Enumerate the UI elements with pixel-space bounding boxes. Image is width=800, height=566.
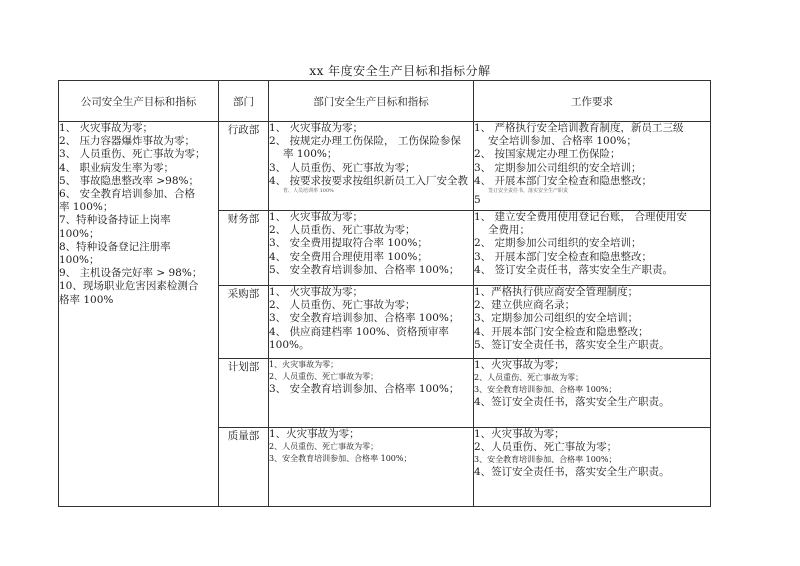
list-item: 1、 火灾事故为零； (59, 122, 154, 134)
list-item: 1、 火灾事故为零； (269, 122, 364, 134)
list-item: 2、人员重伤、死亡事故为零； (269, 442, 379, 452)
list-item: 1、火灾事故为零； (269, 360, 339, 369)
list-item: 率 100%； (283, 148, 338, 161)
list-item: 2、人员重伤、死亡事故为零； (474, 373, 584, 383)
department-targets-cell (269, 359, 474, 428)
list-item: 1、 火灾事故为零； (269, 211, 364, 223)
department-name: 采购部 (219, 286, 269, 359)
list-item: 2、 人员重伤、死亡事故为零； (269, 299, 416, 312)
list-item: 3、 人员重伤、死亡事故为零； (269, 161, 416, 174)
list-item: 6、 安全教育培训参加、合格 (59, 188, 196, 201)
header-company-targets: 公司安全生产目标和指标 (59, 81, 219, 122)
department-name: 计划部 (219, 359, 269, 428)
list-item: 4、 供应商建档率 100%、资格预审率 (269, 325, 449, 338)
list-item: 4、 按要求按要求按组织新员工入厂安全教 (269, 174, 469, 187)
list-item: 4、签订安全责任书，落实安全生产职责。 (474, 466, 670, 479)
list-item: 签订安全责任书，落实安全生产职责 (488, 188, 569, 195)
list-item: 3、 安全教育培训参加、合格率 100%； (269, 383, 460, 395)
list-item: 3、 定期参加公司组织的安全培训； (474, 161, 642, 174)
list-item: 2、人员重伤、死亡事故为零； (474, 441, 618, 454)
work-requirements-cell (474, 428, 711, 507)
work-requirements-cell (474, 286, 711, 359)
header-department: 部门 (219, 81, 269, 122)
company-targets-list (59, 122, 218, 307)
list-item: 3、定期参加公司组织的安全培训； (474, 312, 639, 325)
list-item: 2、 人员重伤、死亡事故为零； (269, 224, 416, 237)
target-breakdown-table (58, 80, 711, 507)
list-item: 3、 安全教育培训参加、合格率 100%； (269, 312, 460, 325)
list-item: 4、 签订安全责任书，落实安全生产职责。 (474, 263, 674, 276)
table-header-row (59, 81, 711, 122)
list-item: 5、 事故隐患整改率 >98%； (59, 174, 199, 187)
list-item: 2、 按规定办理工伤保险， 工伤保险参保 (269, 135, 461, 148)
header-department-targets: 部门安全生产目标和指标 (269, 81, 474, 122)
list-item: 格率 100% (59, 293, 114, 306)
list-item: 3、安全教育培训参加、合格率 100%； (474, 385, 617, 395)
department-targets-cell (269, 211, 474, 286)
list-item: 100%； (59, 254, 100, 267)
work-requirements-cell (474, 359, 711, 428)
list-item: 4、开展本部门安全检查和隐患整改； (474, 325, 649, 338)
table-row-admin (59, 122, 711, 211)
list-item: 3、安全教育培训参加、合格率 100%； (474, 455, 617, 465)
list-item: 3、 开展本部门安全检查和隐患整改； (474, 250, 653, 263)
work-requirements-cell (474, 122, 711, 211)
list-item: 8、特种设备登记注册率 (59, 240, 171, 253)
header-work-requirements: 工作要求 (474, 81, 711, 122)
department-targets-cell (269, 122, 474, 211)
list-item: 5 (474, 194, 481, 207)
list-item: 5、签订安全责任书，落实安全生产职责。 (474, 338, 670, 351)
list-item: 全费用； (488, 224, 530, 237)
list-item: 2、 定期参加公司组织的安全培训； (474, 237, 642, 250)
list-item: 2、 压力容器爆炸事故为零； (59, 135, 196, 148)
list-item: 4、 安全费用合理使用率 100%； (269, 250, 428, 263)
list-item: 4、 开展本部门安全检查和隐患整改； (474, 174, 653, 187)
list-item: 安全培训参加、合格率 100%； (488, 135, 637, 148)
department-name: 行政部 (219, 122, 269, 211)
company-targets-cell (59, 122, 219, 507)
list-item: 4、签订安全责任书，落实安全生产职责。 (474, 396, 670, 409)
list-item: 1、火灾事故为零； (474, 359, 565, 371)
list-item: 1、 建立安全费用使用登记台账， 合理使用安 (474, 211, 687, 223)
department-targets-cell (269, 428, 474, 507)
list-item: 率 100%； (59, 201, 114, 214)
work-requirements-cell (474, 211, 711, 286)
list-item: 5、 安全教育培训参加、合格率 100%； (269, 263, 460, 276)
list-item: 1、 火灾事故为零； (269, 286, 364, 298)
list-item: 2、人员重伤、死亡事故为零； (269, 372, 379, 381)
list-item: 7、特种设备持证上岗率 (59, 214, 171, 227)
list-item: 1、 严格执行安全培训教育制度，新员工三级 (474, 122, 684, 134)
list-item: 2、 按国家规定办理工伤保险； (474, 148, 621, 161)
department-name: 财务部 (219, 211, 269, 286)
list-item: 1、火灾事故为零； (269, 428, 360, 440)
list-item: 100%。 (269, 338, 310, 351)
list-item: 3、 人员重伤、死亡事故为零； (59, 148, 206, 161)
list-item: 100%； (59, 227, 100, 240)
list-item: 1、火灾事故为零； (474, 428, 565, 440)
list-item: 9、 主机设备完好率 > 98%； (59, 267, 203, 280)
list-item: 2、建立供应商名录； (474, 299, 576, 312)
list-item: 育、人员培训率 100% (283, 188, 334, 195)
list-item: 1、严格执行供应商安全管理制度； (474, 286, 639, 298)
department-targets-cell (269, 286, 474, 359)
department-name: 质量部 (219, 428, 269, 507)
page-title: xx 年度安全生产目标和指标分解 (309, 64, 491, 78)
list-item: 3、安全教育培训参加、合格率 100%； (269, 454, 412, 464)
list-item: 10、现场职业危害因素检测合 (59, 280, 199, 293)
list-item: 3、 安全费用提取符合率 100%； (269, 237, 428, 250)
list-item: 4、 职业病发生率为零； (59, 161, 175, 174)
